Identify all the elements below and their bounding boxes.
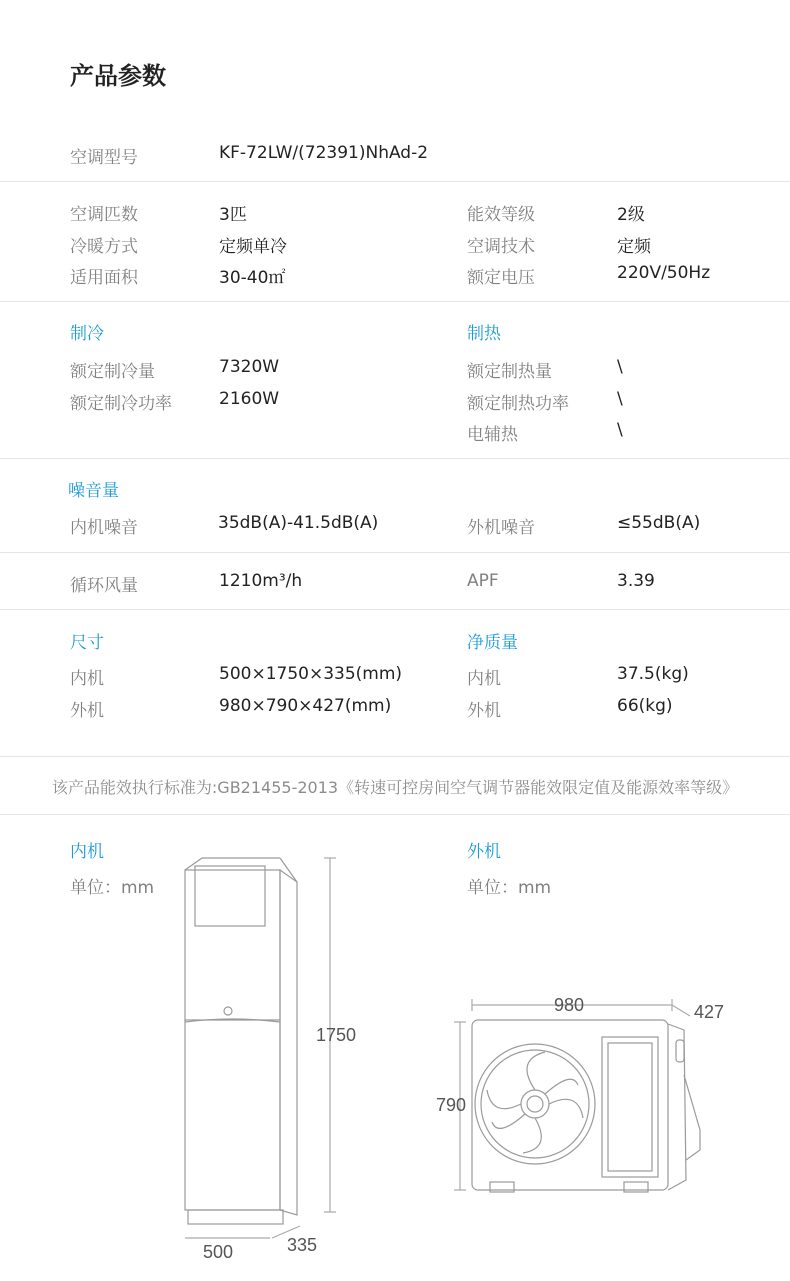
apf-value: 3.39 <box>617 571 655 591</box>
hp-value: 3匹 <box>219 205 247 225</box>
airflow-label: 循环风量 <box>70 576 138 596</box>
tech-value: 定频 <box>617 237 651 257</box>
heating-power-label: 额定制热功率 <box>467 394 569 414</box>
size-heading: 尺寸 <box>70 633 104 653</box>
area-value: 30-40㎡ <box>219 268 286 288</box>
efficiency-value: 2级 <box>617 205 645 225</box>
airflow-value: 1210m³/h <box>219 571 303 591</box>
outdoor-unit-note: 单位：mm <box>467 878 552 898</box>
cooling-capacity-value: 7320W <box>219 357 280 377</box>
outdoor-weight-label: 外机 <box>467 701 501 721</box>
cooling-heading: 制冷 <box>70 324 104 344</box>
indoor-noise-label: 内机噪音 <box>70 518 138 538</box>
outdoor-unit-body <box>472 1020 668 1190</box>
outdoor-depth-dimension: 427 <box>694 1002 725 1022</box>
hp-label: 空调匹数 <box>70 205 138 225</box>
indoor-weight-value: 37.5(kg) <box>617 664 689 684</box>
voltage-value: 220V/50Hz <box>617 263 711 283</box>
outdoor-weight-value: 66(kg) <box>617 696 673 716</box>
indoor-diagram-heading: 内机 <box>70 842 104 862</box>
efficiency-standard-note: 该产品能效执行标准为:GB21455-2013《转速可控房间空气调节器能效限定值及能源效率等级》 <box>51 778 739 797</box>
indoor-width-dimension: 500 <box>203 1242 234 1262</box>
indoor-height-dimension: 1750 <box>316 1025 357 1045</box>
model-value: KF-72LW/(72391)NhAd-2 <box>219 143 429 163</box>
noise-heading: 噪音量 <box>68 481 119 501</box>
outdoor-size-value: 980×790×427(mm) <box>219 696 392 716</box>
heating-capacity-value: \ <box>617 357 623 377</box>
aux-heat-label: 电辅热 <box>467 425 518 445</box>
heating-capacity-label: 额定制热量 <box>467 362 552 382</box>
indoor-unit-note: 单位：mm <box>70 878 155 898</box>
efficiency-label: 能效等级 <box>467 205 535 225</box>
area-label: 适用面积 <box>70 268 138 288</box>
outdoor-unit-side-panel <box>602 1037 658 1177</box>
mode-label: 冷暖方式 <box>70 237 138 257</box>
aux-heat-value: \ <box>617 420 623 440</box>
indoor-unit-front <box>185 870 280 1210</box>
outdoor-noise-value: ≤55dB(A) <box>617 513 701 533</box>
indoor-weight-label: 内机 <box>467 669 501 689</box>
heating-power-value: \ <box>617 389 623 409</box>
mode-value: 定频单冷 <box>219 237 287 257</box>
indoor-unit-drawing <box>185 858 336 1238</box>
heating-heading: 制热 <box>467 324 501 344</box>
indoor-unit-display <box>195 866 265 926</box>
outdoor-size-label: 外机 <box>70 701 104 721</box>
page-title: 产品参数 <box>70 62 166 90</box>
tech-label: 空调技术 <box>467 237 535 257</box>
voltage-label: 额定电压 <box>467 268 535 288</box>
model-label: 空调型号 <box>70 148 138 168</box>
weight-heading: 净质量 <box>467 633 518 653</box>
cooling-power-value: 2160W <box>219 389 280 409</box>
indoor-unit-button <box>224 1007 232 1015</box>
indoor-depth-dimension: 335 <box>287 1235 318 1255</box>
indoor-noise-value: 35dB(A)-41.5dB(A) <box>218 513 379 533</box>
outdoor-height-dimension: 790 <box>436 1095 467 1115</box>
indoor-size-label: 内机 <box>70 669 104 689</box>
outdoor-noise-label: 外机噪音 <box>467 518 535 538</box>
indoor-size-value: 500×1750×335(mm) <box>219 664 403 684</box>
apf-label: APF <box>467 571 499 591</box>
outdoor-diagram-heading: 外机 <box>467 842 501 862</box>
outdoor-unit-drawing <box>454 999 700 1192</box>
cooling-capacity-label: 额定制冷量 <box>70 362 155 382</box>
outdoor-width-dimension: 980 <box>554 995 585 1015</box>
indoor-unit-side <box>280 870 297 1215</box>
cooling-power-label: 额定制冷功率 <box>70 394 172 414</box>
